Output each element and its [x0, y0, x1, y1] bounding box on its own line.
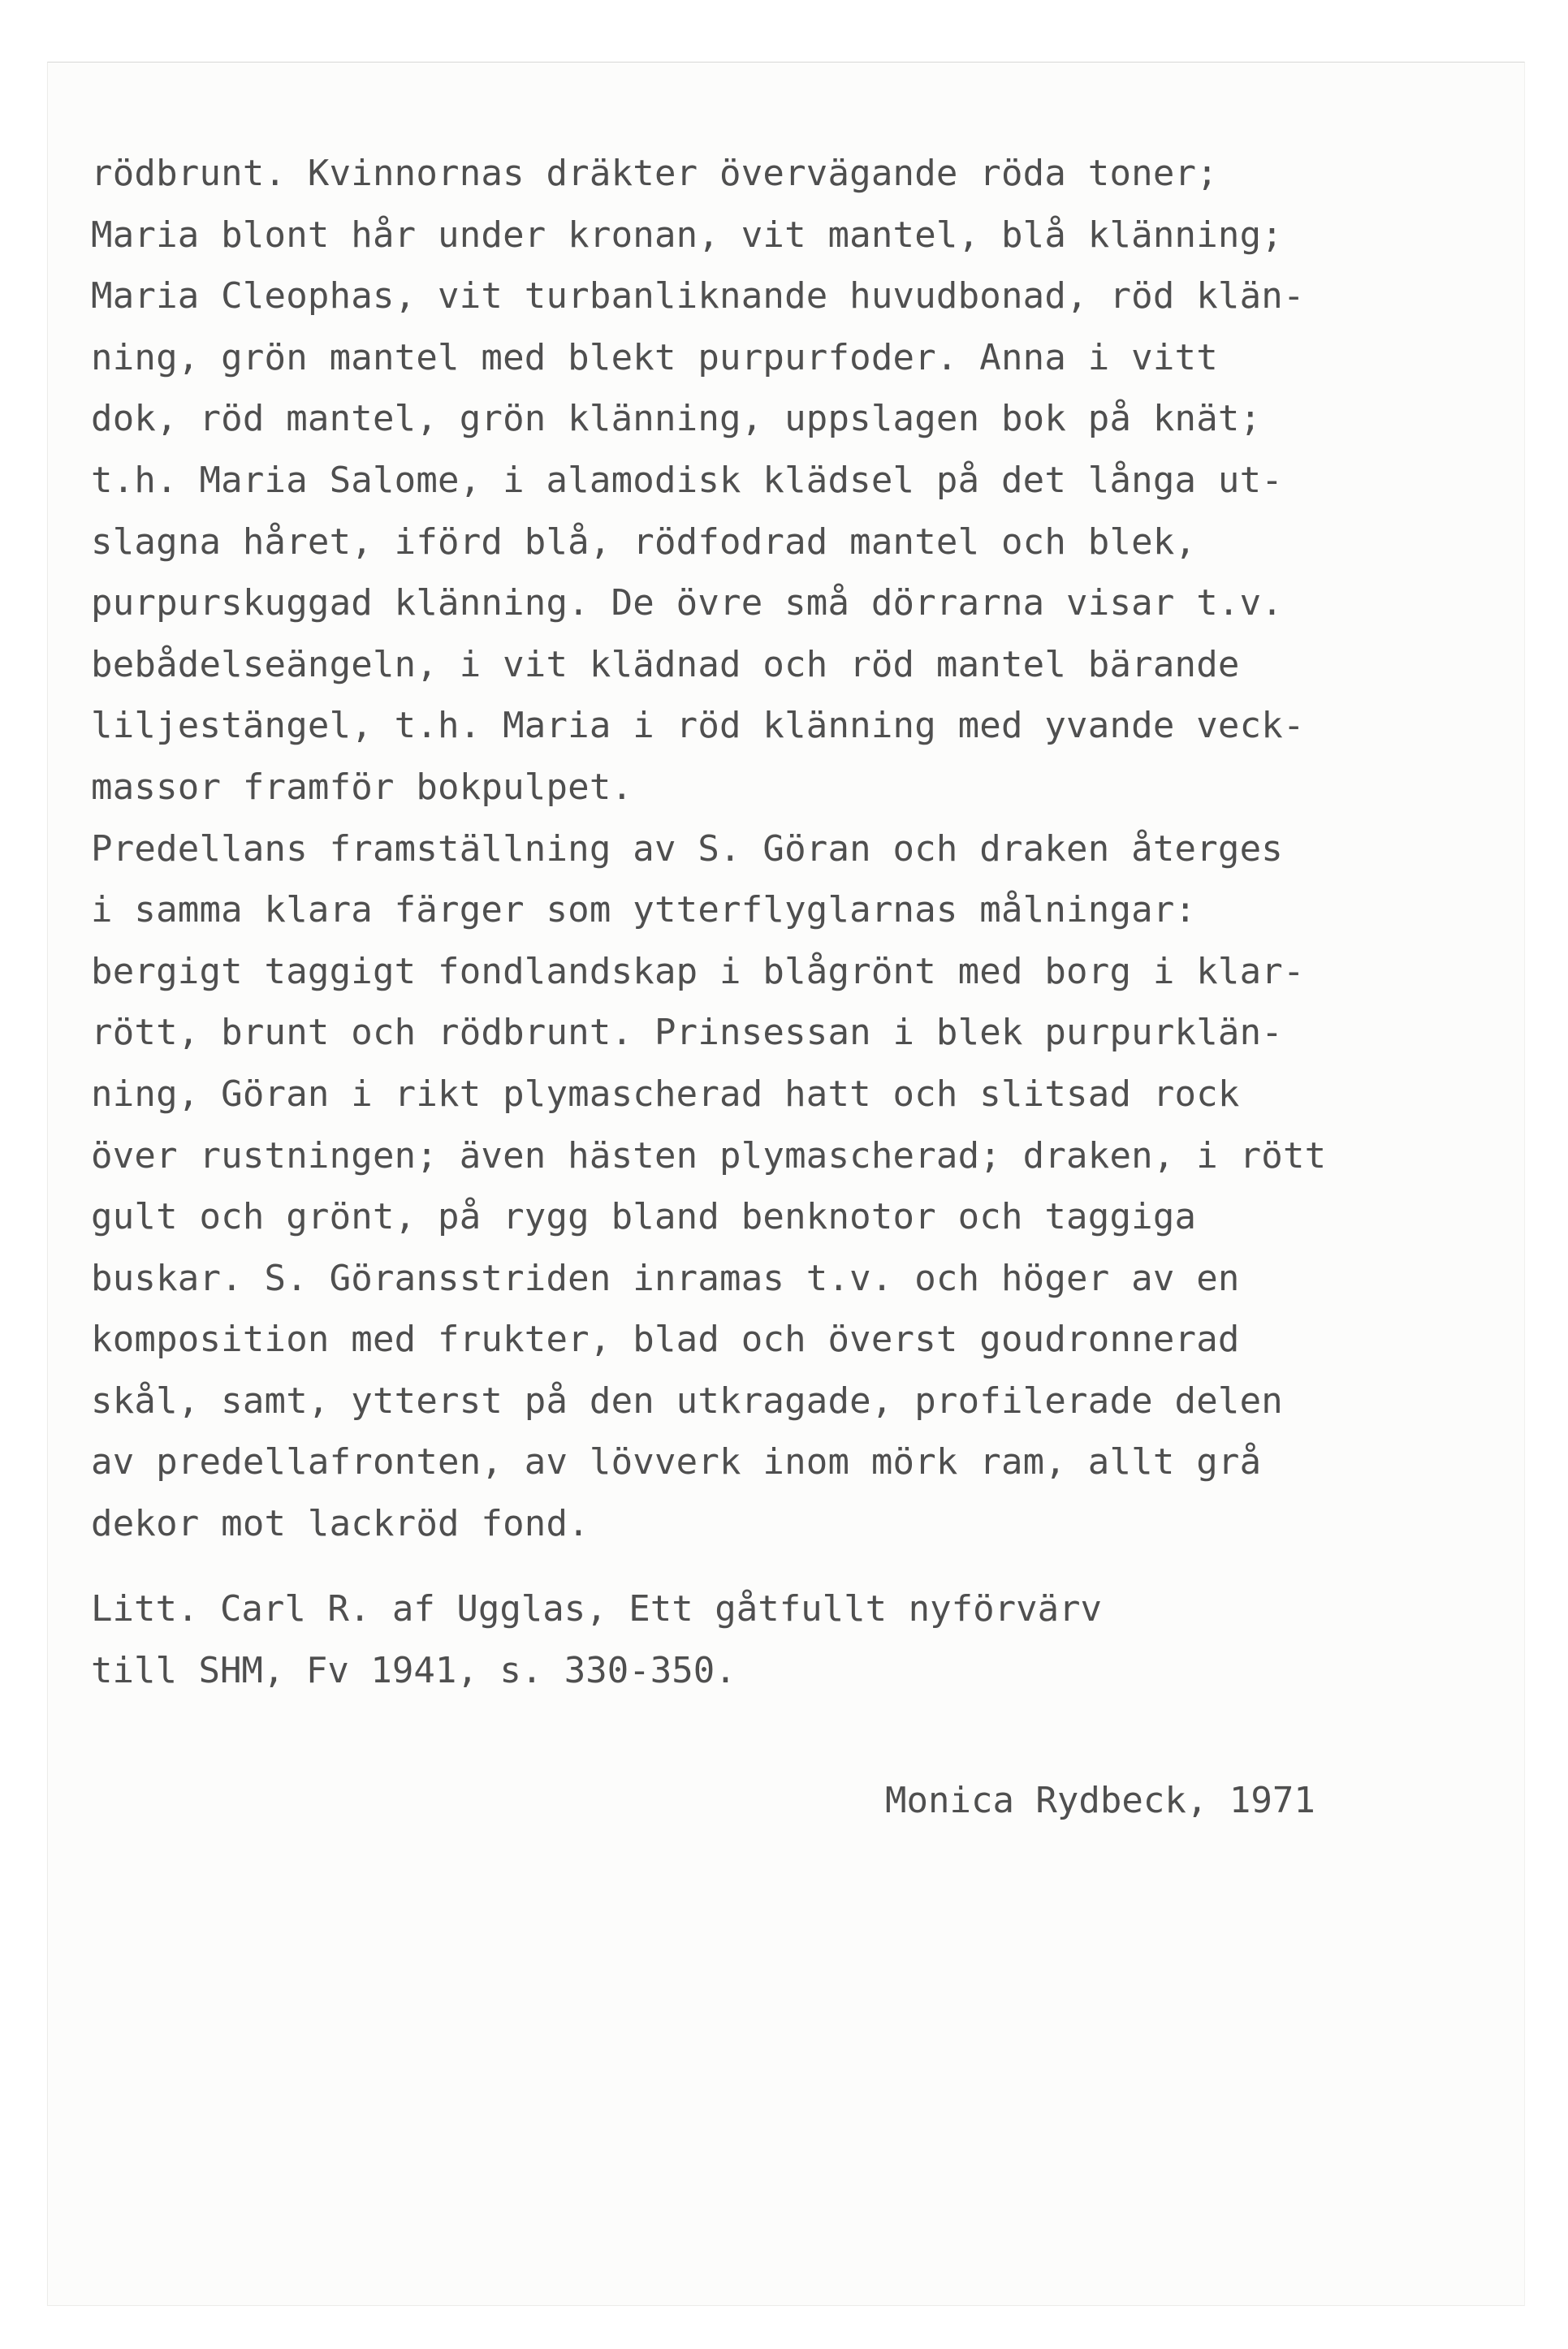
document-body	[91, 143, 1471, 1555]
body-line: rödbrunt. Kvinnornas dräkter övervägande röda toner;	[91, 153, 1218, 194]
body-line: av predellafronten, av lövverk inom mörk ram, allt grå	[91, 1441, 1262, 1483]
body-line: ning, Göran i rikt plymascherad hatt och slitsad rock	[91, 1073, 1240, 1115]
body-line: gult och grönt, på rygg bland benknotor och taggiga	[91, 1196, 1197, 1238]
body-line: Maria blont hår under kronan, vit mantel, blå klänning;	[91, 214, 1283, 256]
body-line: buskar. S. Göransstriden inramas t.v. och höger av en	[91, 1257, 1240, 1299]
body-line: Predellans framställning av S. Göran och draken återges	[91, 827, 1283, 870]
body-line: t.h. Maria Salome, i alamodisk klädsel på det långa ut-	[91, 459, 1283, 501]
literature-line: till SHM, Fv 1941, s. 330-350.	[91, 1649, 736, 1691]
body-line: komposition med frukter, blad och överst goudronnerad	[91, 1319, 1240, 1361]
body-line: slagna håret, iförd blå, rödfodrad mantel och blek,	[91, 520, 1197, 563]
body-line: purpurskuggad klänning. De övre små dörrarna visar t.v.	[91, 582, 1283, 624]
author-signature: Monica Rydbeck, 1971	[885, 1780, 1315, 1821]
literature-reference	[91, 1578, 1102, 1701]
body-line: skål, samt, ytterst på den utkragade, profilerade delen	[91, 1380, 1283, 1422]
body-line: rött, brunt och rödbrunt. Prinsessan i blek purpurklän-	[91, 1012, 1283, 1054]
body-line: dekor mot lackröd fond.	[91, 1503, 590, 1545]
body-line: bebådelseängeln, i vit klädnad och röd mantel bärande	[91, 643, 1240, 685]
body-line: över rustningen; även hästen plymascherad; draken, i rött	[91, 1134, 1327, 1177]
body-line: massor framför bokpulpet.	[91, 766, 633, 808]
body-line: bergigt taggigt fondlandskap i blågrönt med borg i klar-	[91, 950, 1305, 992]
body-line: Maria Cleophas, vit turbanliknande huvudbonad, röd klän-	[91, 275, 1305, 317]
body-line: i samma klara färger som ytterflyglarnas målningar:	[91, 889, 1197, 931]
literature-line: Litt. Carl R. af Ugglas, Ett gåtfullt nyförvärv	[91, 1588, 1103, 1630]
body-line: ning, grön mantel med blekt purpurfoder. Anna i vitt	[91, 336, 1218, 378]
body-line: liljestängel, t.h. Maria i röd klänning med yvande veck-	[91, 705, 1305, 747]
body-line: dok, röd mantel, grön klänning, uppslagen bok på knät;	[91, 398, 1262, 440]
